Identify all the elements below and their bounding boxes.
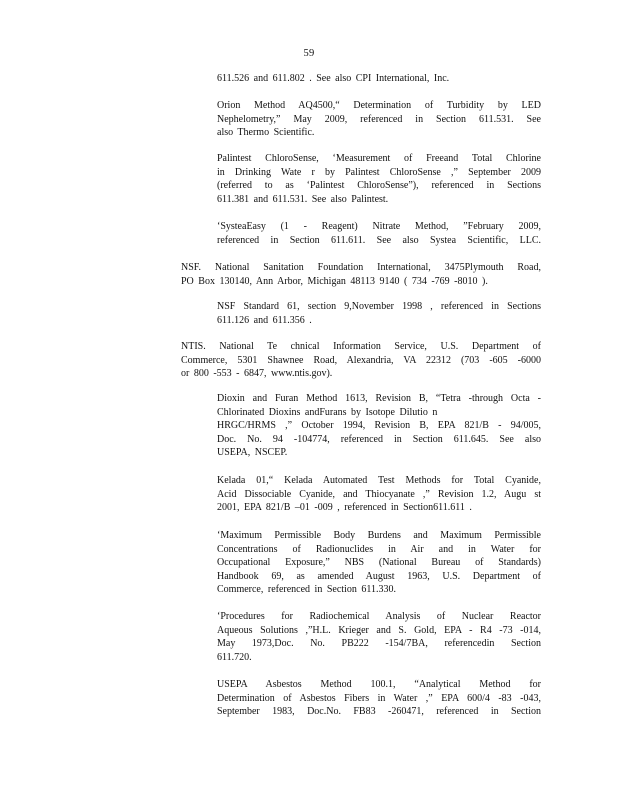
text-line: Dioxin and Furan Method 1613, Revision B, “Tetra -through Octa - (217, 393, 541, 404)
text-line: 611.381 and 611.531. See also Palintest. (217, 193, 389, 205)
text-line: 611.126 and 611.356 . (217, 314, 312, 326)
text-line: Determination of Asbestos Fibers in Water ,” EPA 600/4 -83 -043, (217, 692, 541, 704)
text-line: PO Box 130140, Ann Arbor, Michigan 48113 9140 ( 734 -769 -8010 ). (181, 275, 488, 287)
text-line: ‘SysteaEasy (1 - Reagent) Nitrate Method, ”February 2009, (217, 221, 541, 232)
text-line: Kelada 01,“ Kelada Automated Test Methods for Total Cyanide, (217, 475, 541, 486)
text-line: September 1983, Doc.No. FB83 -260471, referenced in Section (217, 706, 541, 718)
text-line: May 1973,Doc. No. PB222 -154/7BA, referencedin Section (217, 638, 541, 650)
text-line: NSF. National Sanitation Foundation International, 3475Plymouth Road, (181, 262, 541, 273)
paragraph-nsf-standard-61 (217, 300, 541, 327)
text-line: Acid Dissociable Cyanide, and Thiocyanate ,” Revision 1.2, Augu st (217, 488, 541, 500)
text-line: (referred to as ‘Palintest ChloroSense”), referenced in Sections (217, 180, 541, 192)
text-line: 2001, EPA 821/B –01 -009 , referenced in Section611.611 . (217, 502, 472, 514)
paragraph-systea (217, 220, 541, 247)
text-line: ‘Procedures for Radiochemical Analysis of Nuclear Reactor (217, 611, 541, 622)
text-line: NSF Standard 61, section 9,November 1998 , referenced in Sections (217, 301, 541, 312)
text-line: HRGC/HRMS ,” October 1994, Revision B, EPA 821/B - 94/005, (217, 420, 541, 432)
text-line: Doc. No. 94 -104774, referenced in Section 611.645. See also (217, 433, 541, 445)
paragraph-dioxin-furan (217, 392, 541, 460)
page-number: 59 (303, 48, 315, 59)
text-line: referenced in Section 611.611. See also Systea Scientific, LLC. (217, 234, 541, 246)
text-line: in Drinking Wate r by Palintest ChloroSense ,” September 2009 (217, 166, 541, 178)
paragraph-procedures-radiochemical (217, 610, 541, 664)
text-line: USEPA, NSCEP. (217, 447, 288, 459)
text-line: 611.720. (217, 651, 252, 663)
text-line: Concentrations of Radionuclides in Air and in Water for (217, 543, 541, 555)
text-line: Orion Method AQ4500,“ Determination of Turbidity by LED (217, 100, 541, 111)
paragraph-usepa-asbestos (217, 678, 541, 719)
text-line: USEPA Asbestos Method 100.1, “Analytical Method for (217, 679, 541, 690)
paragraph-kelada (217, 474, 541, 515)
text-line: Nephelometry,” May 2009, referenced in Section 611.531. See (217, 113, 541, 125)
paragraph-nsf (181, 261, 541, 288)
text-line: Commerce, referenced in Section 611.330. (217, 584, 396, 596)
text-line: Handbook 69, as amended August 1963, U.S. Department of (217, 570, 541, 582)
text-line: Commerce, 5301 Shawnee Road, Alexandria, VA 22312 (703 -605 -6000 (181, 354, 541, 366)
paragraph-cpi-continuation (217, 72, 541, 86)
paragraph-ntis (181, 340, 541, 381)
text-line: Palintest ChloroSense, ‘Measurement of Freeand Total Chlorine (217, 153, 541, 164)
text-line: Aqueous Solutions ,”H.L. Krieger and S. Gold, EPA - R4 -73 -014, (217, 624, 541, 636)
paragraph-orion-method (217, 99, 541, 140)
paragraph-palintest (217, 152, 541, 206)
text-line: ‘Maximum Permissible Body Burdens and Maximum Permissible (217, 530, 541, 541)
paragraph-maximum-permissible (217, 529, 541, 597)
text-line: Chlorinated Dioxins andFurans by Isotope Dilutio n (217, 406, 438, 418)
text-line: Occupational Exposure,” NBS (National Bureau of Standards) (217, 557, 541, 569)
text-line: or 800 -553 - 6847, www.ntis.gov). (181, 368, 333, 380)
text-line: NTIS. National Te chnical Information Service, U.S. Department of (181, 341, 541, 352)
text-line: 611.526 and 611.802 . See also CPI International, Inc. (217, 73, 450, 84)
text-line: also Thermo Scientific. (217, 127, 315, 139)
